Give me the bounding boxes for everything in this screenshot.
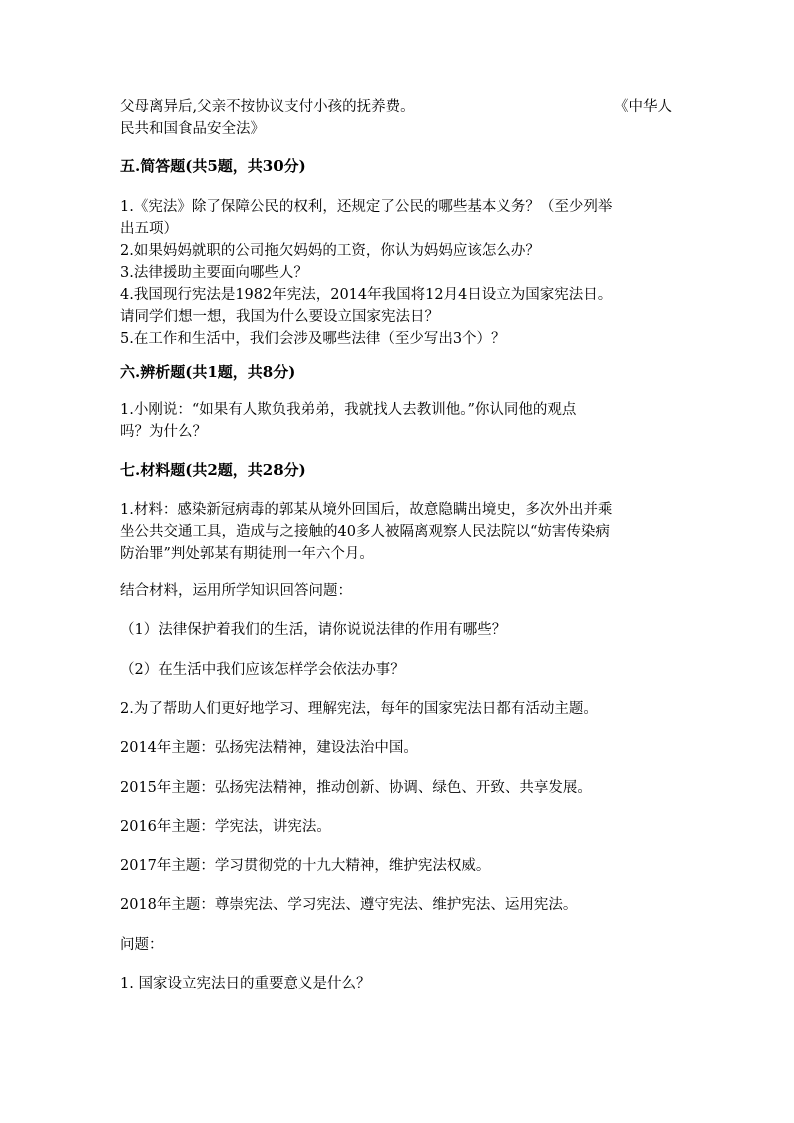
continued-item bbox=[120, 96, 672, 140]
s7-combine: 结合材料，运用所学知识回答问题： bbox=[120, 583, 352, 599]
s7-theme-2015: 2015年主题：弘扬宪法精神，推动创新、协调、绿色、开致、共享发展。 bbox=[120, 780, 592, 796]
s7-question-label: 问题： bbox=[120, 937, 164, 953]
section5-heading: 五.简答题(共5题，共30分) bbox=[120, 157, 306, 175]
s5-q1-line1: 1.《宪法》除了保障公民的权利，还规定了公民的哪些基本义务？（至少列举 bbox=[120, 199, 613, 215]
s5-q1-line2: 出五项） bbox=[120, 221, 178, 237]
s6-q1-line1: 1.小刚说：“如果有人欺负我弟弟，我就找人去教训他。”你认同他的观点 bbox=[120, 402, 577, 418]
continued-law-start: 《中华人 bbox=[614, 99, 672, 115]
section5-questions bbox=[120, 196, 672, 350]
section6-heading: 六.辨析题(共1题，共8分) bbox=[120, 363, 296, 381]
continued-line bbox=[120, 96, 672, 118]
section6-questions bbox=[120, 399, 672, 443]
s7-m1-line1: 1.材料：感染新冠病毒的郭某从境外回国后，故意隐瞒出境史，多次外出并乘 bbox=[120, 502, 613, 518]
s7-theme-2018: 2018年主题：尊崇宪法、学习宪法、遵守宪法、维护宪法、运用宪法。 bbox=[120, 897, 578, 913]
s7-m1-line3: 防治罪”判处郭某有期徒刑一年六个月。 bbox=[120, 546, 374, 562]
s6-q1-line2: 吗？为什么？ bbox=[120, 424, 207, 440]
continued-text: 父母离异后,父亲不按协议支付小孩的抚养费。 bbox=[120, 99, 415, 115]
s5-q4-line2: 请同学们想一想，我国为什么要设立国家宪法日？ bbox=[120, 309, 439, 325]
s7-theme-2017: 2017年主题：学习贯彻党的十九大精神，维护宪法权威。 bbox=[120, 858, 491, 874]
s5-q2: 2.如果妈妈就职的公司拖欠妈妈的工资，你认为妈妈应该怎么办？ bbox=[120, 243, 540, 259]
s7-sub1: （1）法律保护着我们的生活，请你说说法律的作用有哪些？ bbox=[120, 622, 507, 638]
s7-sub2: （2）在生活中我们应该怎样学会依法办事？ bbox=[120, 662, 405, 678]
s7-material2: 2.为了帮助人们更好地学习、理解宪法，每年的国家宪法日都有活动主题。 bbox=[120, 701, 598, 717]
s7-theme-2016: 2016年主题：学宪法，讲宪法。 bbox=[120, 819, 331, 835]
s5-q3: 3.法律援助主要面向哪些人？ bbox=[120, 265, 308, 281]
s7-question1: 1. 国家设立宪法日的重要意义是什么？ bbox=[120, 976, 371, 992]
continued-law-end: 民共和国食品安全法》 bbox=[120, 121, 265, 137]
s5-q5: 5.在工作和生活中，我们会涉及哪些法律（至少写出3个）？ bbox=[120, 331, 506, 347]
s5-q4-line1: 4.我国现行宪法是1982年宪法，2014年我国将12月4日设立为国家宪法日。 bbox=[120, 287, 613, 303]
s7-material1 bbox=[120, 499, 672, 565]
section7-heading: 七.材料题(共2题，共28分) bbox=[120, 461, 306, 479]
s7-m1-line2: 坐公共交通工具，造成与之接触的40多人被隔离观察人民法院以“妨害传染病 bbox=[120, 524, 610, 540]
s7-theme-2014: 2014年主题：弘扬宪法精神，建设法治中国。 bbox=[120, 740, 418, 756]
